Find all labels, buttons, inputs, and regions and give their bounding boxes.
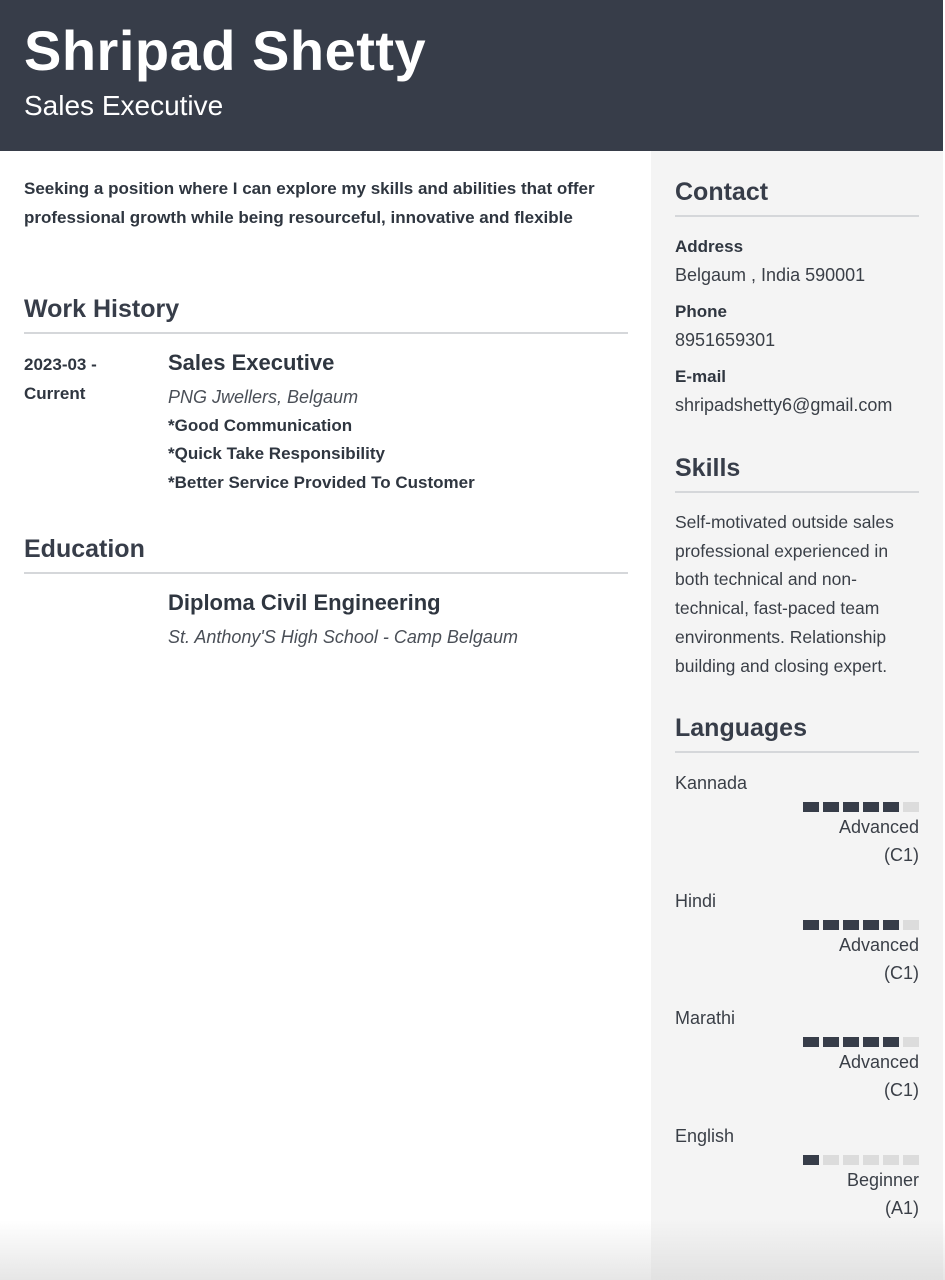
level-segment-filled [883, 1037, 899, 1047]
language-name: Kannada [675, 773, 748, 793]
level-segment-empty [903, 802, 919, 812]
level-segment-empty [903, 1037, 919, 1047]
language-level: Advanced [838, 1052, 919, 1072]
level-segment-empty [903, 920, 919, 930]
work-entry [168, 349, 628, 498]
level-segment-filled [883, 920, 899, 930]
level-segment-filled [843, 802, 859, 812]
language-name: English [675, 1126, 735, 1146]
resume-header [0, 0, 943, 151]
level-segment-filled [843, 920, 859, 930]
language-code: (C1) [884, 845, 919, 865]
level-segment-filled [803, 802, 819, 812]
language-level-bar [803, 920, 919, 930]
level-segment-filled [803, 920, 819, 930]
level-segment-filled [863, 1037, 879, 1047]
level-segment-empty [823, 1155, 839, 1165]
level-segment-empty [843, 1155, 859, 1165]
level-segment-filled [863, 920, 879, 930]
address-value: Belgaum , India 590001 [675, 265, 866, 285]
language-level: Advanced [838, 935, 919, 955]
language-level: Advanced [838, 817, 919, 837]
contact-heading: Contact [675, 177, 919, 217]
language-level: Beginner [846, 1170, 919, 1190]
language-name: Marathi [675, 1008, 736, 1028]
job-title: Sales Executive [168, 350, 335, 375]
level-segment-empty [883, 1155, 899, 1165]
skills-heading: Skills [675, 453, 919, 493]
language-code: (C1) [884, 963, 919, 983]
sidebar [651, 151, 943, 1280]
language-level-bar [803, 1037, 919, 1047]
level-segment-filled [803, 1037, 819, 1047]
level-segment-filled [823, 802, 839, 812]
work-date [24, 351, 144, 408]
objective-summary: Seeking a position where I can explore my skills and abilities that offer professional growth while being resourceful, innovative and flexible [24, 179, 595, 227]
school-name: St. Anthony'S High School - Camp Belgaum [168, 627, 518, 647]
language-name: Hindi [675, 891, 717, 911]
languages-heading: Languages [675, 713, 919, 753]
candidate-title: Sales Executive [24, 90, 224, 121]
language-code: (A1) [884, 1198, 919, 1218]
work-bullet: *Quick Take Responsibility [168, 444, 385, 464]
work-history-heading: Work History [24, 294, 628, 334]
phone-label: Phone [675, 302, 727, 321]
work-date-end: Current [24, 383, 86, 403]
level-segment-filled [883, 802, 899, 812]
company-name: PNG Jwellers, Belgaum [168, 387, 359, 407]
candidate-name: Shripad Shetty [24, 19, 427, 82]
work-bullet: *Good Communication [168, 415, 353, 435]
language-level-bar [803, 1155, 919, 1165]
email-label: E-mail [675, 367, 727, 386]
language-level-bar [803, 802, 919, 812]
skills-text: Self-motivated outside sales professional experienced in both technical and non-technical, fast-paced team environments. Relationship building and closing expert. [675, 512, 894, 676]
education-entry [168, 589, 628, 652]
phone-value: 8951659301 [675, 330, 776, 350]
work-date-start: 2023-03 - [24, 355, 97, 374]
level-segment-empty [903, 1155, 919, 1165]
degree-title: Diploma Civil Engineering [168, 590, 441, 615]
level-segment-filled [863, 802, 879, 812]
sidebar-content [675, 151, 919, 1280]
level-segment-empty [863, 1155, 879, 1165]
address-label: Address [675, 237, 744, 256]
email-value: shripadshetty6@gmail.com [675, 395, 893, 415]
education-heading: Education [24, 534, 628, 574]
level-segment-filled [823, 1037, 839, 1047]
level-segment-filled [843, 1037, 859, 1047]
language-code: (C1) [884, 1080, 919, 1100]
work-bullet: *Better Service Provided To Customer [168, 473, 475, 493]
level-segment-filled [823, 920, 839, 930]
level-segment-filled [803, 1155, 819, 1165]
